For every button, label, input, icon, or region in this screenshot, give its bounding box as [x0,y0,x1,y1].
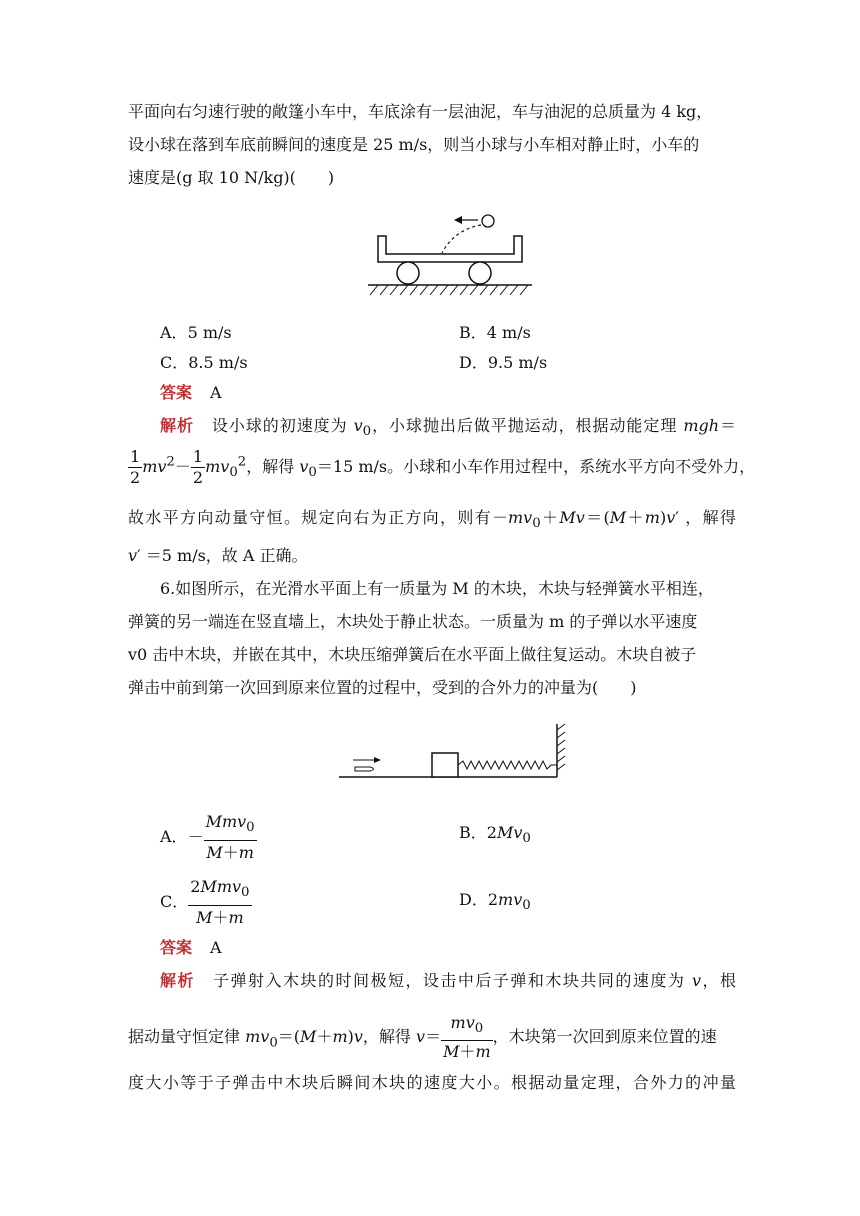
q5-stem-line-3: 速度是(g 取 10 N/kg)( ) [128,168,335,187]
q5-answer-label: 答案 [160,383,193,402]
q6-stem-line-3: v0 击中木块，并嵌在其中，木块压缩弹簧后在水平面上做往复运动。木块自被子 [128,645,697,664]
q5-option-d[interactable]: D．9.5 m/s [459,353,548,372]
q6-option-c[interactable]: C． $\frac{2Mmv_0}{M+m}$ [160,877,250,928]
spring-block-figure [335,720,575,790]
q5-stem-line-1: 平面向右匀速行驶的敞篷小车中，车底涂有一层油泥，车与油泥的总质量为 4 kg， [128,102,713,121]
cart-figure [362,196,542,306]
q5-option-a[interactable]: A．5 m/s [160,323,232,342]
q6-stem-line-1: 6.如图所示，在光滑水平面上有一质量为 M 的木块，木块与轻弹簧水平相连， [160,579,714,598]
q6-option-d[interactable]: D．$2mv_0$ [459,890,531,914]
q6-analysis-line-1: 解析 子弹射入木块的时间极短，设击中后子弹和木块共同的速度为 v，根 [160,971,736,990]
q5-analysis-line-4: v′ ＝5 m/s，故 A 正确。 [128,546,308,565]
q5-analysis-line-1: 解析 设小球的初速度为 $v_0$，小球抛出后做平抛运动，根据动能定理 mgh＝ [160,416,736,440]
q6-answer-label: 答案 [160,938,193,957]
q6-answer [160,935,222,961]
q5-analysis-line-3: 故水平方向动量守恒。规定向右为正方向，则有$-mv_0+Mv=(M+m)v'$ ，解得 [128,508,736,532]
q6-option-b[interactable]: B．$2Mv_0$ [459,823,531,847]
q6-analysis-line-2: 据动量守恒定律 $mv_0=(M+m)v$，解得 v＝ $\frac{mv_0}{M+m}$ ，木块第一次回到原来位置的速 [128,1013,717,1062]
q5-option-c[interactable]: C．8.5 m/s [160,353,248,372]
q6-stem-line-2: 弹簧的另一端连在竖直墙上，木块处于静止状态。一质量为 m 的子弹以水平速度 [128,612,698,631]
q5-analysis-label: 解析 [160,416,194,435]
q5-stem-line-2: 设小球在落到车底前瞬间的速度是 25 m/s，则当小球与小车相对静止时，小车的 [128,135,700,154]
q6-analysis-label: 解析 [160,971,195,990]
q5-option-b[interactable]: B．4 m/s [459,323,531,342]
q5-answer [160,380,222,406]
q5-answer-value: A [210,383,222,402]
q5-analysis-line-2: $\frac{1}{2}$ $mv^2-$ $\frac{1}{2}$ $mv_0^2$，解得 $v_0=15$ m/s。小球和小车作用过程中，系统水平方向不受外力， [130,447,756,487]
q6-analysis-line-3: 度大小等于子弹击中木块后瞬间木块的速度大小。根据动量定理，合外力的冲量 [128,1073,736,1092]
q6-stem-line-4: 弹击中前到第一次回到原来位置的过程中，受到的合外力的冲量为( ) [128,678,637,697]
q6-option-a[interactable]: A．－ $\frac{Mmv_0}{M+m}$ [160,812,255,863]
q6-answer-value: A [210,938,222,957]
